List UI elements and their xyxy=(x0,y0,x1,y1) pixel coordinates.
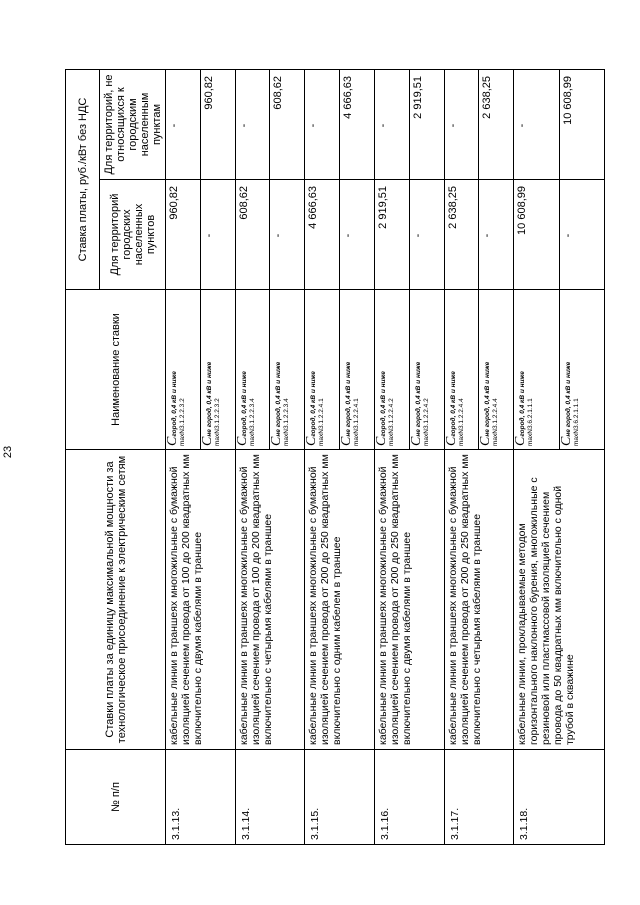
rate-symbol: C xyxy=(558,436,574,446)
rate-symbol: C xyxy=(373,436,389,446)
rate-superscript: город, 0,4 кВ и ниже xyxy=(519,371,527,437)
rate-subscript: maxN3.1.2.2.4.2 xyxy=(387,398,395,446)
rate-symbol: C xyxy=(199,436,215,446)
rate-value-city: 10 608,99 xyxy=(514,180,559,290)
table-row xyxy=(444,69,479,844)
row-number: 3.1.14. xyxy=(235,750,305,845)
row-description: кабельные линии в траншеях многожильные с бумажной изоляцией сечением провода от 100 до 200 квадратных мм включительно с двумя кабелями в траншее xyxy=(166,450,236,750)
rate-value-noncity: - xyxy=(166,69,201,179)
table-row xyxy=(374,69,409,844)
rate-superscript: не город, 0,4 кВ и ниже xyxy=(345,361,353,437)
rate-subscript: maxN3.1.2.2.4.2 xyxy=(422,398,430,446)
rate-symbol: C xyxy=(443,436,459,446)
rate-value-city: 2 638,25 xyxy=(444,180,479,290)
rate-value-city: 960,82 xyxy=(166,180,201,290)
row-number: 3.1.17. xyxy=(444,750,514,845)
rate-value-city: - xyxy=(409,180,444,290)
rate-value-noncity: 2 638,25 xyxy=(479,69,514,179)
rate-superscript: город, 0,4 кВ и ниже xyxy=(171,371,178,437)
rate-name xyxy=(200,290,235,450)
rate-value-noncity: - xyxy=(444,69,479,179)
rate-symbol: C xyxy=(513,436,529,446)
header-num: № п/п xyxy=(66,750,166,845)
rate-superscript: город, 0,4 кВ и ниже xyxy=(310,371,318,437)
rate-superscript: город, 0,4 кВ и ниже xyxy=(240,371,248,437)
rate-name xyxy=(559,290,604,450)
rate-symbol: C xyxy=(165,436,180,446)
rate-value-city: 608,62 xyxy=(235,180,270,290)
rate-value-noncity: 10 608,99 xyxy=(559,69,604,179)
row-description: кабельные линии, прокладываемые методом горизонтального наклонного бурения, многожильные с резиновой или пластмассовой изоляцией сечением провода до 50 квадратных мм включительно с одной трубой в скважине xyxy=(514,450,605,750)
row-description: кабельные линии в траншеях многожильные с бумажной изоляцией сечением провода от 200 до 250 квадратных мм включительно с двумя кабелями в траншее xyxy=(374,450,444,750)
rate-symbol: C xyxy=(269,436,285,446)
table-row xyxy=(166,69,201,844)
rate-symbol: C xyxy=(408,436,424,446)
rate-subscript: maxN3.1.2.2.4.1 xyxy=(353,398,361,446)
rate-subscript: maxN3.6.2.1.1.1 xyxy=(527,398,535,446)
row-number: 3.1.18. xyxy=(514,750,605,845)
header-rate: Ставка платы, руб./кВт без НДС xyxy=(66,69,100,289)
rate-superscript: не город, 0,4 кВ и ниже xyxy=(205,361,213,437)
row-number: 3.1.13. xyxy=(166,750,236,845)
rate-name xyxy=(514,290,559,450)
rate-value-city: - xyxy=(270,180,305,290)
header-noncity: Для территорий, не относящихся к городским населенным пунктам xyxy=(100,69,166,179)
rate-subscript: maxN3.6.2.1.1.1 xyxy=(572,398,580,446)
rate-value-city: - xyxy=(340,180,375,290)
rate-value-noncity: - xyxy=(235,69,270,179)
table-row xyxy=(514,69,559,844)
rate-subscript: maxN3.1.2.2.3.4 xyxy=(248,398,256,446)
row-number: 3.1.15. xyxy=(305,750,375,845)
rate-value-noncity: 960,82 xyxy=(200,69,235,179)
rate-value-noncity: - xyxy=(374,69,409,179)
rate-name xyxy=(340,290,375,450)
rate-name xyxy=(444,290,479,450)
rate-subscript: maxN3.1.2.2.4.4 xyxy=(457,398,465,446)
rate-symbol: C xyxy=(339,436,355,446)
rate-value-noncity: 4 666,63 xyxy=(340,69,375,179)
rate-name xyxy=(270,290,305,450)
rate-name xyxy=(166,290,201,450)
rate-superscript: не город, 0,4 кВ и ниже xyxy=(275,361,283,437)
rotated-table-container xyxy=(65,70,605,845)
rate-value-noncity: 608,62 xyxy=(270,69,305,179)
rate-name xyxy=(235,290,270,450)
rate-superscript: не город, 0,4 кВ и ниже xyxy=(414,361,422,437)
header-desc: Ставки платы за единицу максимальной мощности за технологическое присоединение к электрическим сетям xyxy=(66,450,166,750)
header-city: Для территорий городских населенных пунктов xyxy=(100,180,166,290)
rate-subscript: maxN3.1.2.2.3.4 xyxy=(283,398,291,446)
rate-subscript: maxN3.1.2.2.3.2 xyxy=(179,398,186,446)
rate-value-city: 4 666,63 xyxy=(305,180,340,290)
rate-value-city: - xyxy=(479,180,514,290)
rate-subscript: maxN3.1.2.2.4.4 xyxy=(492,398,500,446)
rate-value-city: - xyxy=(559,180,604,290)
rate-name xyxy=(479,290,514,450)
row-description: кабельные линии в траншеях многожильные с бумажной изоляцией сечением провода от 200 до 250 квадратных мм включительно с одним кабелем в траншее xyxy=(305,450,375,750)
rates-table xyxy=(65,69,605,845)
row-number: 3.1.16. xyxy=(374,750,444,845)
rate-symbol: C xyxy=(478,436,494,446)
rate-value-noncity: - xyxy=(514,69,559,179)
rate-symbol: C xyxy=(234,436,250,446)
rate-symbol: C xyxy=(304,436,320,446)
rate-superscript: город, 0,4 кВ и ниже xyxy=(449,371,457,437)
rate-name xyxy=(409,290,444,450)
header-name: Наименование ставки xyxy=(66,290,166,450)
row-description: кабельные линии в траншеях многожильные с бумажной изоляцией сечением провода от 100 до 200 квадратных мм включительно с четырьмя кабелями в траншее xyxy=(235,450,305,750)
page-number: 23 xyxy=(2,445,14,459)
rate-superscript: не город, 0,4 кВ и ниже xyxy=(484,361,492,437)
rate-subscript: maxN3.1.2.2.4.1 xyxy=(318,398,326,446)
rate-subscript: maxN3.1.2.2.3.2 xyxy=(213,398,221,446)
rate-value-city: - xyxy=(200,180,235,290)
row-description: кабельные линии в траншеях многожильные с бумажной изоляцией сечением провода от 200 до 250 квадратных мм включительно с четырьмя кабелями в траншее xyxy=(444,450,514,750)
rate-superscript: не город, 0,4 кВ и ниже xyxy=(564,361,572,437)
table-row xyxy=(305,69,340,844)
rate-superscript: город, 0,4 кВ и ниже xyxy=(379,371,387,437)
rate-name xyxy=(374,290,409,450)
rate-value-noncity: - xyxy=(305,69,340,179)
rate-value-city: 2 919,51 xyxy=(374,180,409,290)
rate-value-noncity: 2 919,51 xyxy=(409,69,444,179)
rate-name xyxy=(305,290,340,450)
table-row xyxy=(235,69,270,844)
